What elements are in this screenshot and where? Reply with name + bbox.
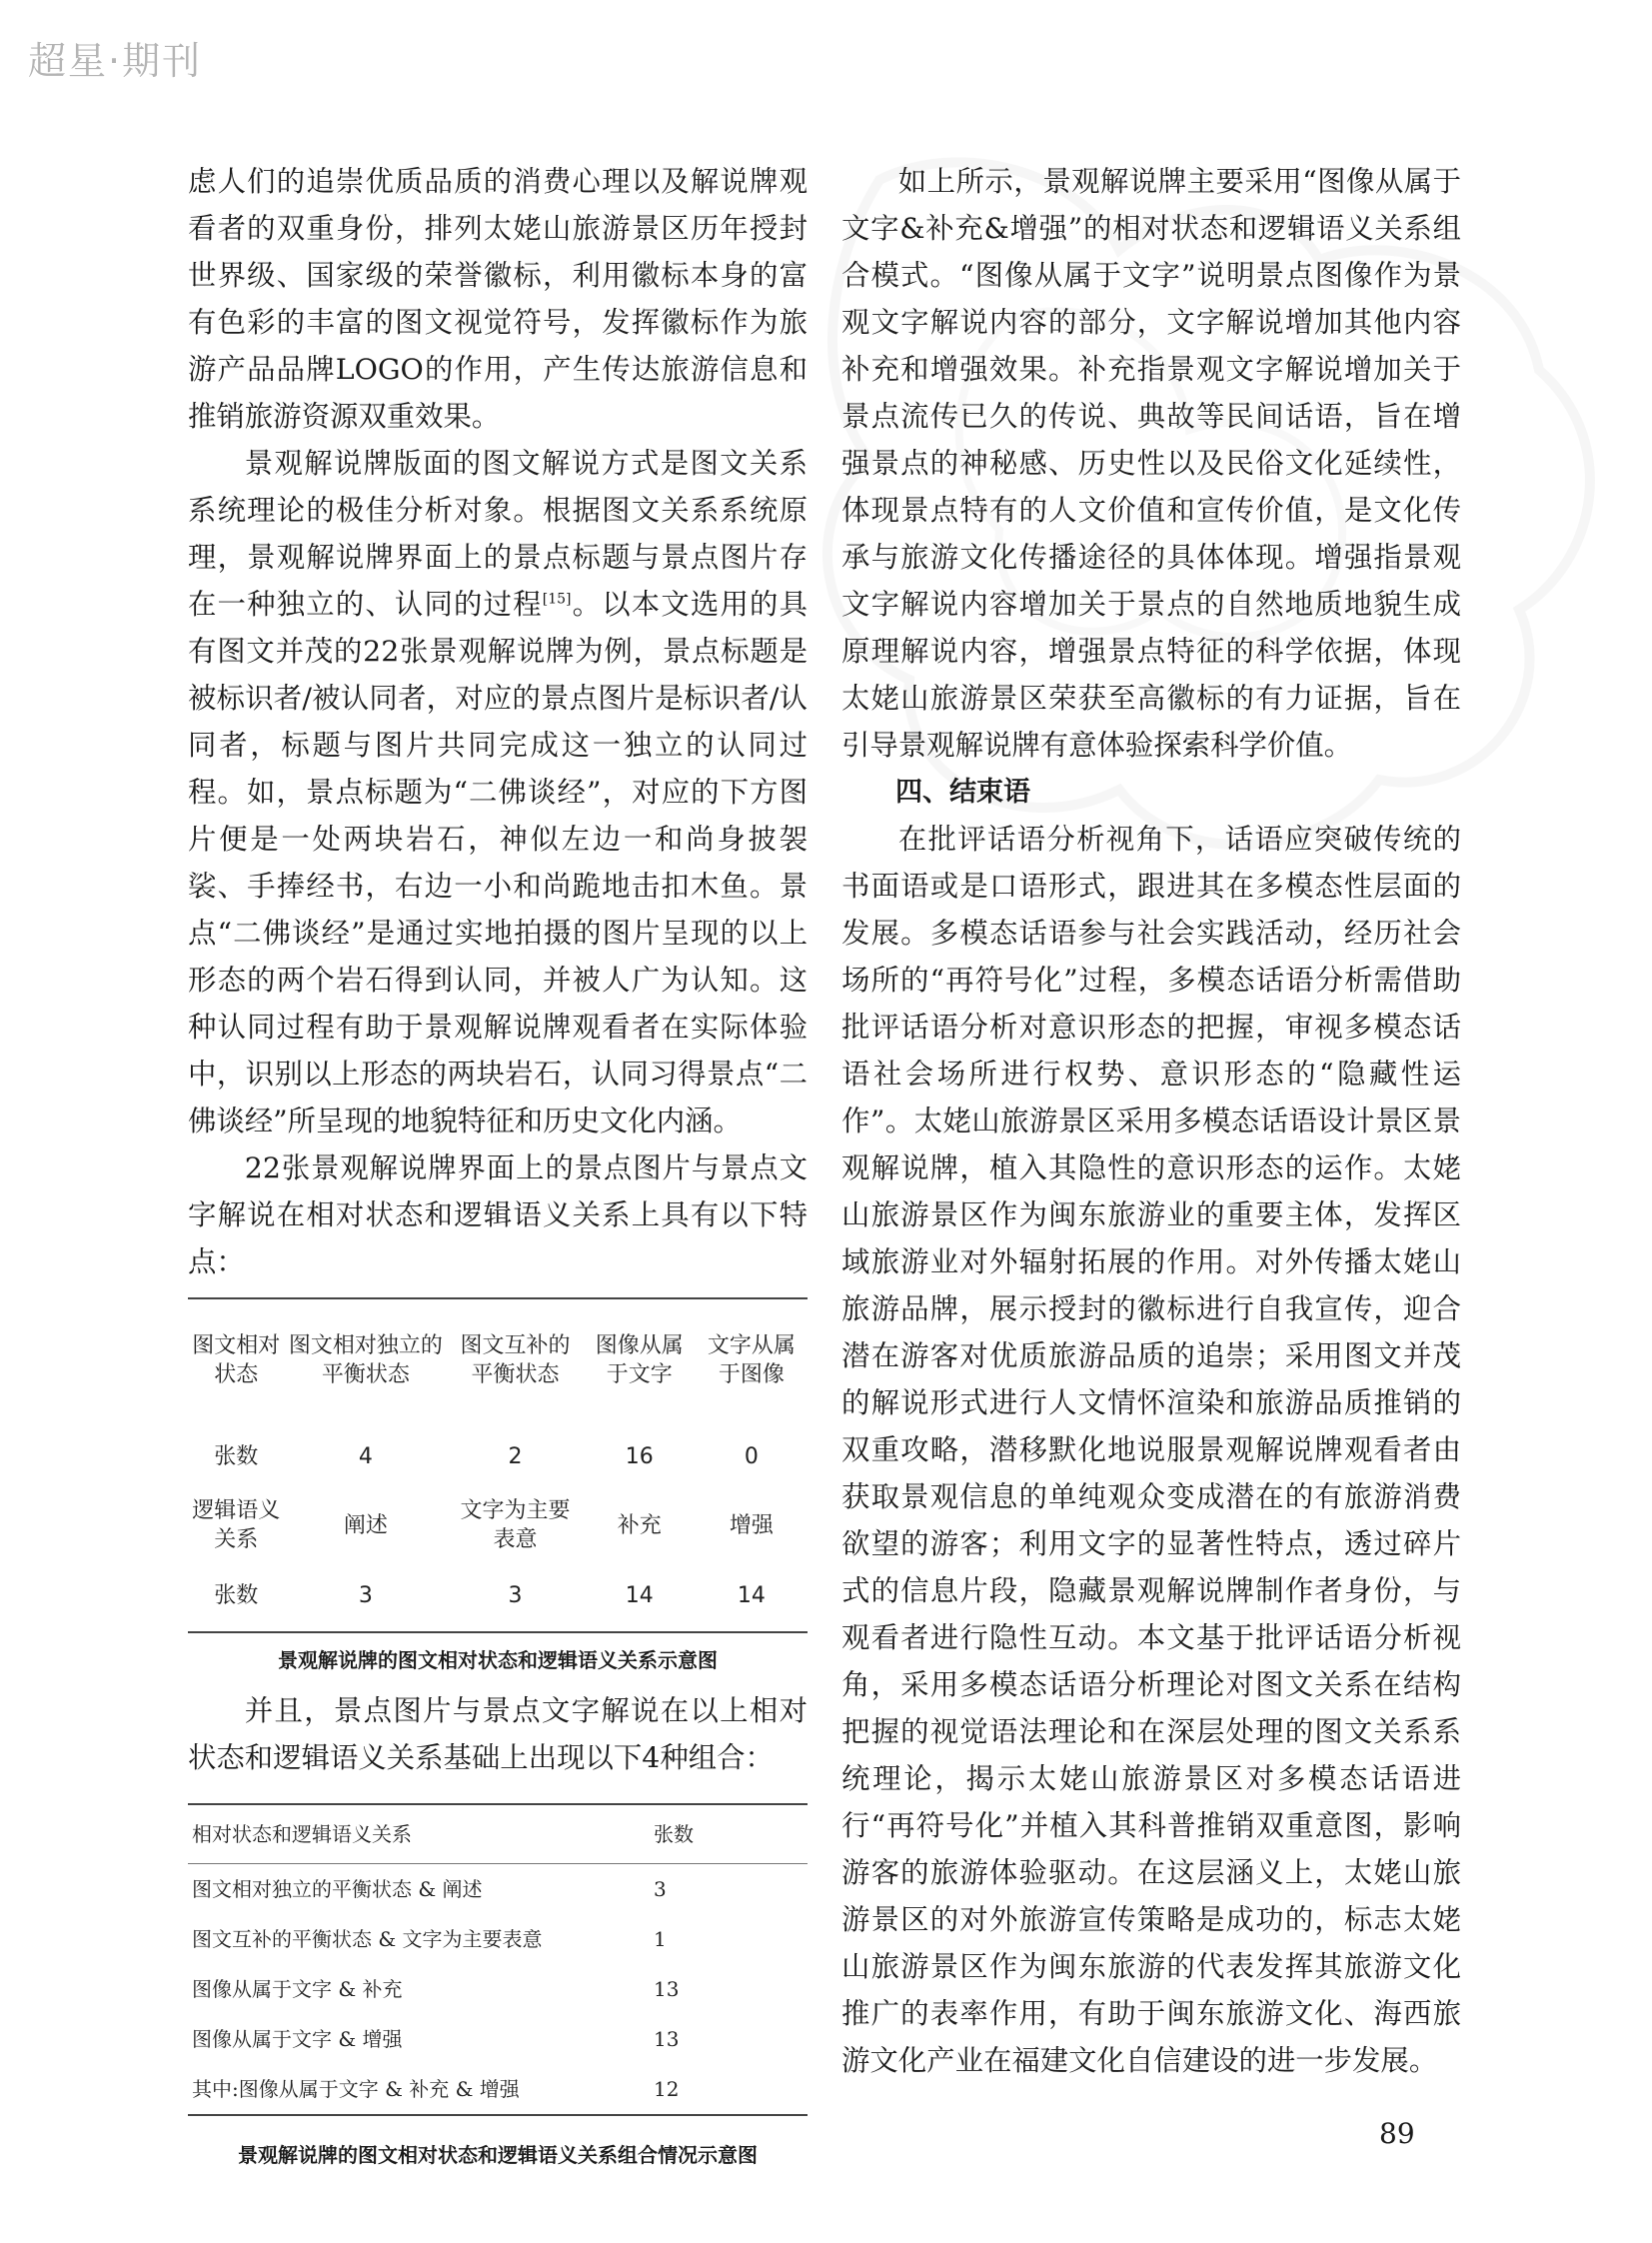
table-cell: 图文互补的平衡状态 <box>460 1333 571 1387</box>
table-cell: 3 <box>654 1877 667 1901</box>
table-row <box>188 1491 808 1559</box>
table-cell: 1 <box>654 1927 667 1951</box>
table-cell: 补充 <box>617 1512 662 1538</box>
table-cell: 图像从属于文字 & 增强 <box>192 2027 403 2051</box>
table-row <box>188 2064 808 2115</box>
table-cell: 阐述 <box>343 1512 388 1538</box>
paragraph: 如上所示，景观解说牌主要采用“图像从属于文字&补充&增强”的相对状态和逻辑语义关系组合模式。“图像从属于文字”说明景点图像作为景观文字解说内容的部分，文字解说增加其他内容补充和增强效果。补充指景观文字解说增加关于景点流传已久的传说、典故等民间话语，旨在增强景点的神秘感、历史性以及民俗文化延续性，体现景点特有的人文价值和宣传价值，是文化传承与旅游文化传播途径的具体体现。增强指景观文字解说内容增加关于景点的自然地质地貌生成原理解说内容，增强景点特征的科学依据，体现太姥山旅游景区荣获至高徽标的有力证据，旨在引导景观解说牌有意体验探索科学价值。 <box>841 165 1461 762</box>
section-heading: 四、结束语 <box>895 777 1030 808</box>
table-header-row <box>188 1804 808 1864</box>
table-cell: 图像从属于文字 <box>595 1333 684 1387</box>
left-column <box>188 158 808 2179</box>
table-cell: 张数 <box>214 1582 259 1608</box>
table-cell: 13 <box>654 1977 680 2001</box>
table-row <box>188 1421 808 1491</box>
table-row <box>188 1864 808 1915</box>
table-cell: 16 <box>625 1443 654 1469</box>
table-row <box>188 1964 808 2014</box>
table-cell: 图文相对独立的平衡状态 & 阐述 <box>192 1877 483 1901</box>
paragraph: 虑人们的追崇优质品质的消费心理以及解说牌观看者的双重身份，排列太姥山旅游景区历年授封世界级、国家级的荣誉徽标，利用徽标本身的富有色彩的丰富的图文视觉符号，发挥徽标作为旅游产品品牌LOGO的作用，产生传达旅游信息和推销旅游资源双重效果。 <box>188 165 808 433</box>
table-cell: 文字从属于图像 <box>707 1333 796 1387</box>
table-cell: 文字为主要表意 <box>460 1498 571 1552</box>
table-caption: 景观解说牌的图文相对状态和逻辑语义关系组合情况示意图 <box>238 2143 758 2167</box>
table-cell: 0 <box>744 1443 759 1469</box>
table-cell: 3 <box>358 1582 373 1608</box>
table-cell: 其中:图像从属于文字 & 补充 & 增强 <box>192 2077 520 2101</box>
table-row <box>188 1298 808 1421</box>
table-header-cell: 相对状态和逻辑语义关系 <box>188 1804 650 1864</box>
table-cell: 图文相对状态 <box>192 1333 281 1387</box>
paragraph <box>188 440 808 1144</box>
table-header-cell: 张数 <box>650 1804 808 1864</box>
paragraph-text: 。以本文选用的具有图文并茂的22张景观解说牌为例，景点标题是被标识者/被认同者，对应的景点图片是标识者/认同者，标题与图片共同完成这一独立的认同过程。如，景点标题为“二佛谈经”，对应的下方图片便是一处两块岩石，神似左边一和尚身披袈裟、手捧经书，右边一小和尚跪地击扣木鱼。景点“二佛谈经”是通过实地拍摄的图片呈现的以上形态的两个岩石得到认同，并被人广为认知。这种认同过程有助于景观解说牌观看者在实际体验中，识别以上形态的两块岩石，认同习得景点“二佛谈经”所呈现的地貌特征和历史文化内涵。 <box>188 588 808 1137</box>
table-cell: 逻辑语义关系 <box>192 1498 281 1552</box>
paragraph-text: 景观解说牌版面的图文解说方式是图文关系系统理论的极佳分析对象。根据图文关系系统原理，景观解说牌界面上的景点标题与景点图片存在一种独立的、认同的过程 <box>188 447 808 621</box>
table-row <box>188 2014 808 2064</box>
table-cell: 12 <box>654 2077 680 2101</box>
table-cell: 3 <box>508 1582 523 1608</box>
table-cell: 14 <box>625 1582 654 1608</box>
table-cell: 14 <box>737 1582 766 1608</box>
page-number: 89 <box>1379 2117 1415 2150</box>
relation-table <box>188 1297 808 1633</box>
table-cell: 13 <box>654 2027 680 2051</box>
paragraph: 并且，景点图片与景点文字解说在以上相对状态和逻辑语义关系基础上出现以下4种组合： <box>188 1694 808 1774</box>
paragraph: 在批评话语分析视角下，话语应突破传统的书面语或是口语形式，跟进其在多模态性层面的发展。多模态话语参与社会实践活动，经历社会场所的“再符号化”过程，多模态话语分析需借助批评话语分析对意识形态的把握，审视多模态话语社会场所进行权势、意识形态的“隐藏性运作”。太姥山旅游景区采用多模态话语设计景区景观解说牌，植入其隐性的意识形态的运作。太姥山旅游景区作为闽东旅游业的重要主体，发挥区域旅游业对外辐射拓展的作用。对外传播太姥山旅游品牌，展示授封的徽标进行自我宣传，迎合潜在游客对优质旅游品质的追崇；采用图文并茂的解说形式进行人文情怀渲染和旅游品质推销的双重攻略，潜移默化地说服景观解说牌观看者由获取景观信息的单纯观众变成潜在的有旅游消费欲望的游客；利用文字的显著性特点，透过碎片式的信息片段，隐藏景观解说牌制作者身份，与观看者进行隐性互动。本文基于批评话语分析视角，采用多模态话语分析理论对图文关系在结构把握的视觉语法理论和在深层处理的图文关系系统理论，揭示太姥山旅游景区对多模态话语进行“再符号化”并植入其科普推销双重意图，影响游客的旅游体验驱动。在这层涵义上，太姥山旅游景区的对外旅游宣传策略是成功的，标志太姥山旅游景区作为闽东旅游的代表发挥其旅游文化推广的表率作用，有助于闽东旅游文化、海西旅游文化产业在福建文化自信建设的进一步发展。 <box>841 823 1461 2077</box>
combination-table <box>188 1803 808 2116</box>
table-caption: 景观解说牌的图文相对状态和逻辑语义关系示意图 <box>278 1648 718 1672</box>
table-cell: 2 <box>508 1443 523 1469</box>
table-cell: 增强 <box>729 1512 774 1538</box>
table-cell: 图文互补的平衡状态 & 文字为主要表意 <box>192 1927 543 1951</box>
table-row <box>188 1559 808 1632</box>
table-cell: 4 <box>358 1443 373 1469</box>
table-row <box>188 1914 808 1964</box>
table-cell: 图像从属于文字 & 补充 <box>192 1977 403 2001</box>
masthead-logo: 超星·期刊 <box>28 39 203 83</box>
paragraph: 22张景观解说牌界面上的景点图片与景点文字解说在相对状态和逻辑语义关系上具有以下特点： <box>188 1151 808 1278</box>
table-cell: 图文相对独立的平衡状态 <box>288 1333 443 1387</box>
right-column <box>841 158 1461 2084</box>
table-cell: 张数 <box>214 1443 259 1469</box>
citation: [15] <box>542 591 572 608</box>
